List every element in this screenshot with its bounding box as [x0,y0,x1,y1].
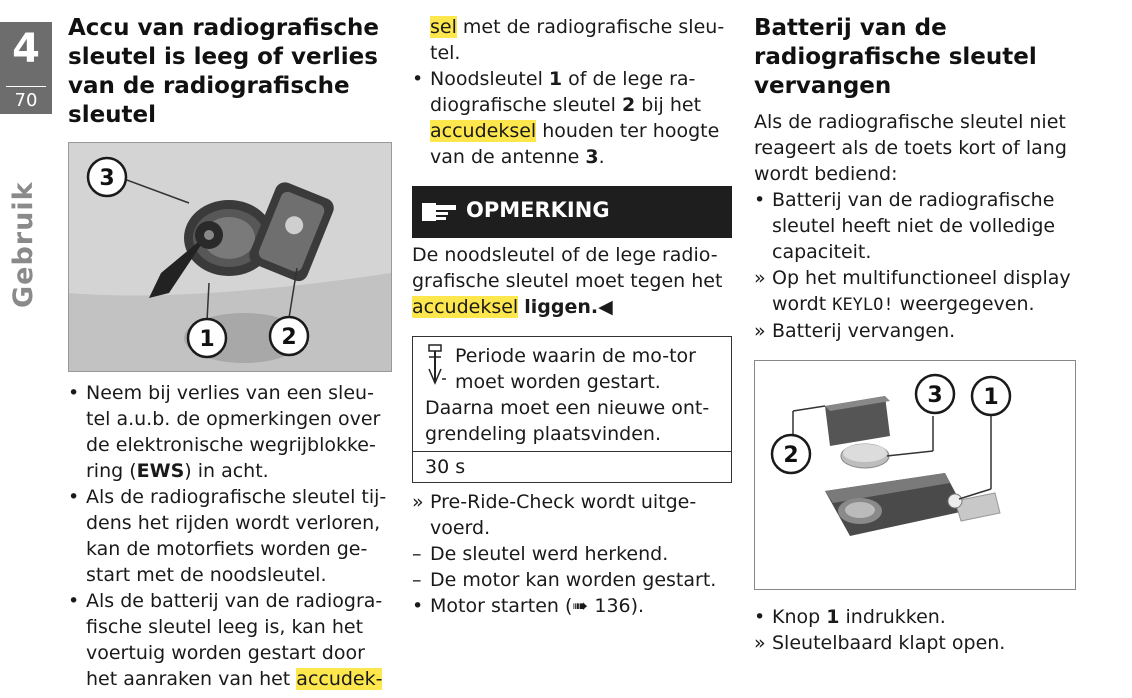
column-right [754,14,1084,656]
page-reference: 136). [588,595,645,617]
spec-description: Periode waarin de mo-tor moet worden gestart. Daarna moet een nieuwe ont-grendeling plaatsvinden. [425,345,710,445]
highlight-accudeksel: accudeksel [430,120,537,142]
list-item: • Als de radiografische sleutel tij-dens het rijden wordt verloren, kan de motorfiets worden ge-start met de noodsleutel. [68,486,387,586]
callout-2: 2 [281,325,297,350]
chapter-number: 4 [12,26,40,72]
column-left [68,14,394,692]
start-results [412,489,732,619]
callout-3: 3 [927,383,943,408]
continued-text: sel met de radiografische sleu-tel. [430,16,725,64]
key-antenna-figure [68,142,392,372]
list-item: • Noodsleutel 1 of de lege ra-diografische sleutel 2 bij het accudeksel houden ter hoogte van de antenne 3. [412,68,720,168]
antenna-instruction [412,66,732,170]
highlight-accudeksel: accudeksel [412,296,519,318]
chapter-divider [6,86,46,87]
page-number: 70 [14,90,38,111]
note-hand-icon [422,201,458,223]
battery-steps [754,604,1084,656]
note-header [412,186,732,238]
list-item: • Motor starten (➠ 136). [412,595,645,617]
list-item: • Als de batterij van de radiogra-fische sleutel leeg is, kan het voertuig worden gestart door het aanraken van het accudek- [68,590,383,690]
stopwatch-icon [425,343,447,387]
battery-conditions [754,187,1084,344]
note-label: OPMERKING [466,198,610,222]
callout-3: 3 [99,166,115,191]
list-item: – De motor kan worden gestart. [412,569,717,591]
list-item: • Knop 1 indrukken. [754,606,946,628]
key-battery-illustration [755,361,1075,589]
page-ref-arrow-icon: ➠ [572,595,589,617]
battery-intro: Als de radiografische sleutel niet reageert als de toets kort of lang wordt bediend: [754,111,1067,185]
section-label: Gebruik [8,181,39,308]
highlight-accudeksel: accudek- [296,668,383,690]
highlight-accudeksel: sel [430,16,457,38]
list-item: » Op het multifunctioneel display wordt KEYLO! weergegeven. [754,267,1071,315]
column-middle [412,14,732,619]
section-title-battery-replace: Batterij van de radiografische sleutel vervangen [754,15,1037,99]
list-item: • Neem bij verlies van een sleu-tel a.u.b. de opmerkingen over de elektronische wegrijblokke-ring (EWS) in acht. [68,382,381,482]
callout-1: 1 [983,385,999,410]
callout-2: 2 [783,443,799,468]
ews-abbreviation: EWS [136,460,185,482]
end-marker: ◀ [598,296,613,318]
list-item: » Pre-Ride-Check wordt uitge-voerd. [412,491,697,539]
chapter-tab [0,22,52,114]
section-title-key-battery: Accu van radiografische sleutel is leeg of verlies van de radiografische sleutel [68,15,380,128]
list-item: » Batterij vervangen. [754,320,956,342]
note-text: De noodsleutel of de lege radio-grafische sleutel moet tegen het accudeksel liggen.◀ [412,244,723,318]
list-item: • Batterij van de radiografische sleutel heeft niet de volledige capaciteit. [754,189,1056,263]
list-item: – De sleutel werd herkend. [412,543,669,565]
callout-1: 1 [199,327,215,352]
key-antenna-illustration [69,143,391,371]
key-battery-figure [754,360,1076,590]
list-item: » Sleutelbaard klapt open. [754,632,1006,654]
spec-value: 30 s [413,451,731,482]
loss-instructions [68,380,394,692]
display-message: KEYLO! [832,295,894,315]
spec-box [412,336,732,483]
